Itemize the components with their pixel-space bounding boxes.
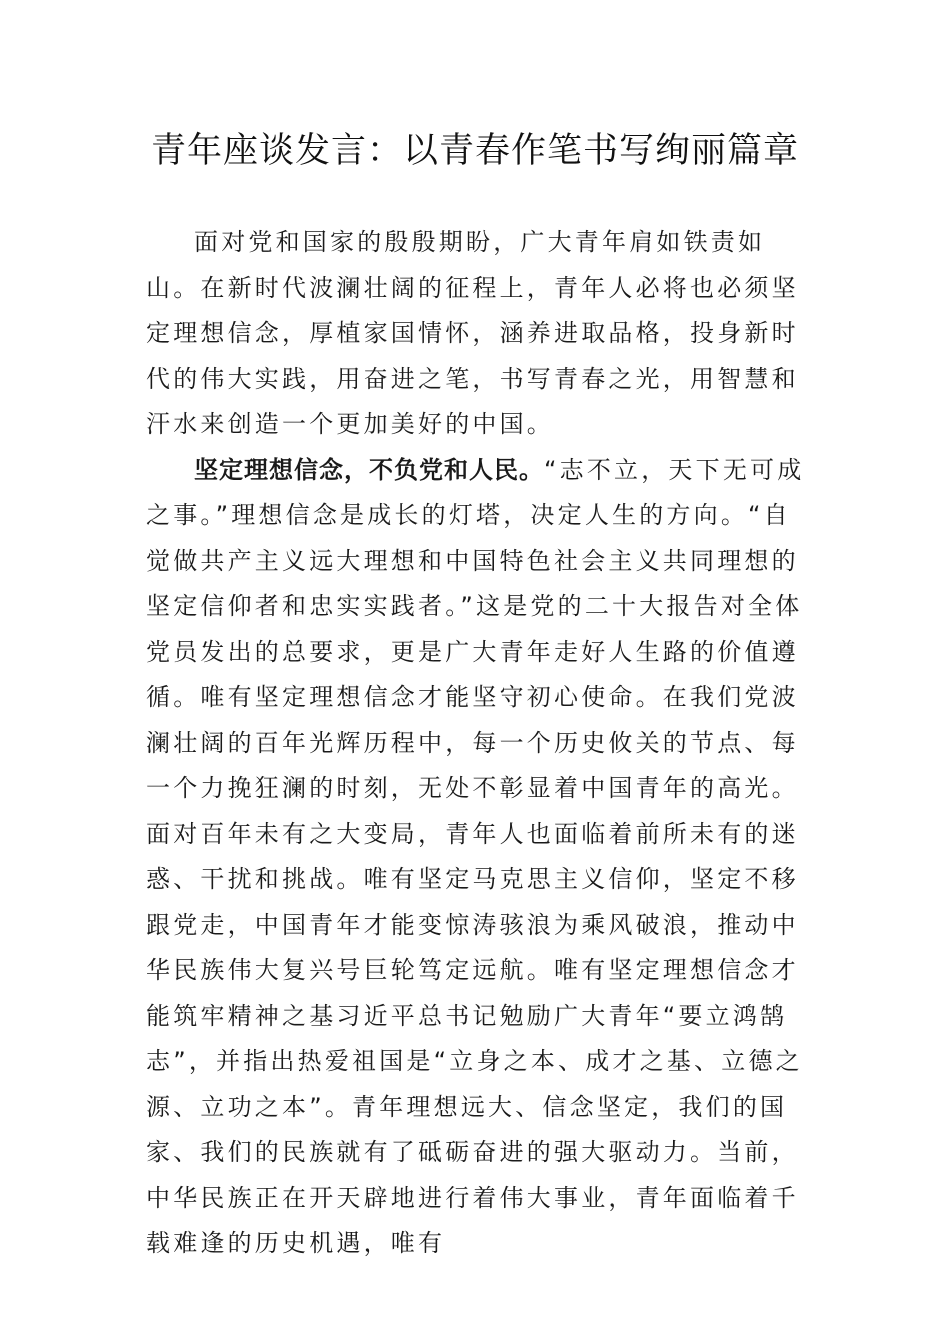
paragraph-intro xyxy=(146,220,806,448)
paragraph-ideals-lead: 坚定理想信念，不负党和人民。 xyxy=(194,455,544,484)
paragraph-ideals-text: “志不立，天下无可成之事。”理想信念是成长的灯塔，决定人生的方向。“自觉做共产主义远大理想和中国特色社会主义共同理想的坚定信仰者和忠实实践者。”这是党的二十大报告对全体党员发出的总要求，更是广大青年走好人生路的价值遵循。唯有坚定理想信念才能坚守初心使命。在我们党波澜壮阔的百年光辉历程中，每一个历史攸关的节点、每一个力挽狂澜的时刻，无处不彰显着中国青年的高光。面对百年未有之大变局，青年人也面临着前所未有的迷惑、干扰和挑战。唯有坚定马克思主义信仰，坚定不移跟党走，中国青年才能变惊涛骇浪为乘风破浪，推动中华民族伟大复兴号巨轮笃定远航。唯有坚定理想信念才能筑牢精神之基习近平总书记勉励广大青年“要立鸿鹄志”，并指出热爱祖国是“立身之本、成才之基、立德之源、立功之本”。青年理想远大、信念坚定，我们的国家、我们的民族就有了砥砺奋进的强大驱动力。当前，中华民族正在开天辟地进行着伟大事业，青年面临着千载难逢的历史机遇，唯有 xyxy=(146,455,805,1257)
paragraph-intro-text: 面对党和国家的殷殷期盼，广大青年肩如铁责如山。在新时代波澜壮阔的征程上，青年人必将也必须坚定理想信念，厚植家国情怀，涵养进取品格，投身新时代的伟大实践，用奋进之笔，书写青春之光，用智慧和汗水来创造一个更加美好的中国。 xyxy=(146,228,799,438)
paragraph-ideals xyxy=(146,448,806,1267)
document-body xyxy=(146,220,806,1267)
document-title: 青年座谈发言：以青春作笔书写绚丽篇章 xyxy=(150,131,799,171)
